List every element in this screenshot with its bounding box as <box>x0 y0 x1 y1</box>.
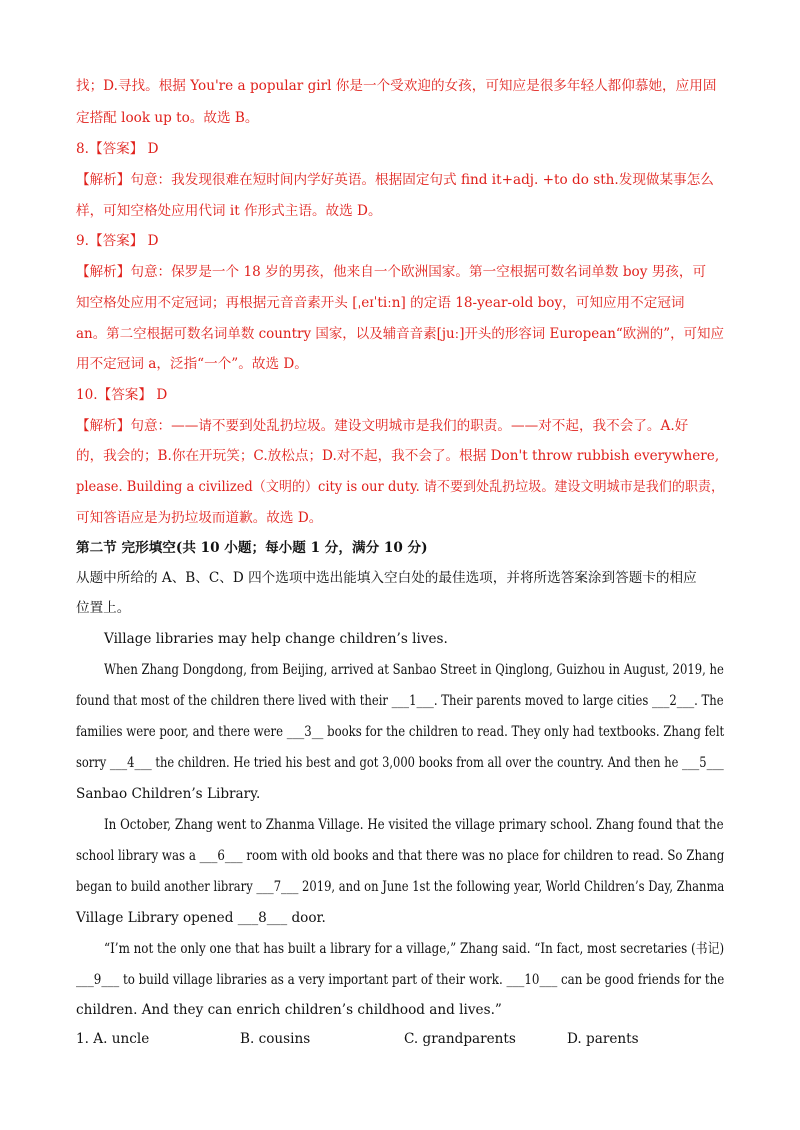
passage-line: families were poor, and there were ___3__ books for the children to read. They only had textbooks. Zhang felt <box>76 724 725 740</box>
text-line: 找；D.寻找。根据 You're a popular girl 你是一个受欢迎的女孩，可知应是很多年轻人都仰慕她，应用固 <box>76 78 717 94</box>
instruction-line: 从题中所给的 A、B、C、D 四个选项中选出能填入空白处的最佳选项，并将所选答案涂到答题卡的相应 <box>76 570 697 586</box>
section-heading: 第二节 完形填空(共 10 小题；每小题 1 分，满分 10 分) <box>76 540 428 556</box>
text-line: please. Building a civilized（文明的）city is our duty. 请不要到处乱扔垃圾。建设文明城市是我们的职责， <box>76 479 725 495</box>
passage-line: “I’m not the only one that has built a library for a village,” Zhang said. “In fact, most secretaries (书记) <box>104 941 725 957</box>
option-d: D. parents <box>567 1031 639 1047</box>
text-line: 知空格处应用不定冠词；再根据元音音素开头 [ˌeɪˈtiːn] 的定语 18-year-old boy，可知应用不定冠词 <box>76 295 685 311</box>
answer-line: 8.【答案】 D <box>76 141 159 157</box>
text-line: 用不定冠词 a，泛指“一个”。故选 D。 <box>76 356 308 372</box>
answer-line: 10.【答案】 D <box>76 387 168 403</box>
text-line: 可知答语应是为扔垃圾而道歉。故选 D。 <box>76 510 323 526</box>
option-b: B. cousins <box>240 1031 311 1047</box>
analysis-line: 【解析】句意：——请不要到处乱扔垃圾。建设文明城市是我们的职责。——对不起，我不会了。A.好 <box>76 418 689 434</box>
option-a: 1. A. uncle <box>76 1031 150 1047</box>
instruction-line: 位置上。 <box>76 600 131 616</box>
text-line: 定搭配 look up to。故选 B。 <box>76 110 259 126</box>
passage-line: ___9___ to build village libraries as a very important part of their work. ___10___ can be good friends for the <box>76 972 725 988</box>
passage-line: sorry ___4___ the children. He tried his best and got 3,000 books from all over the country. And then he ___5___ <box>76 755 724 771</box>
passage-line: found that most of the children there lived with their ___1___. Their parents moved to large cities ___2___. The <box>76 693 724 709</box>
text-line: an。第二空根据可数名词单数 country 国家，以及辅音音素[juː]开头的形容词 European“欧洲的”，可知应 <box>76 326 724 342</box>
passage-line: school library was a ___6___ room with old books and that there was no place for children to read. So Zhang <box>76 848 725 864</box>
analysis-line: 【解析】句意：我发现很难在短时间内学好英语。根据固定句式 find it+adj. +to do sth.发现做某事怎么 <box>76 172 714 188</box>
question-1-options <box>76 1029 726 1049</box>
passage-line: Village Library opened ___8___ door. <box>76 910 326 926</box>
passage-line: When Zhang Dongdong, from Beijing, arrived at Sanbao Street in Qinglong, Guizhou in August, 2019, he <box>104 662 724 678</box>
passage-line: In October, Zhang went to Zhanma Village. He visited the village primary school. Zhang found that the <box>104 817 724 833</box>
passage-line: Sanbao Children’s Library. <box>76 786 261 802</box>
option-c: C. grandparents <box>404 1031 516 1047</box>
text-line: 的，我会的；B.你在开玩笑；C.放松点；D.对不起，我不会了。根据 Don't throw rubbish everywhere, <box>76 448 720 464</box>
analysis-line: 【解析】句意：保罗是一个 18 岁的男孩，他来自一个欧洲国家。第一空根据可数名词单数 boy 男孩，可 <box>76 264 707 280</box>
passage-title: Village libraries may help change children’s lives. <box>104 631 448 647</box>
answer-line: 9.【答案】 D <box>76 233 159 249</box>
passage-line: children. And they can enrich children’s childhood and lives.” <box>76 1002 502 1018</box>
passage-line: began to build another library ___7___ 2019, and on June 1st the following year, World Children’s Day, Zhanma <box>76 879 725 895</box>
text-line: 样，可知空格处应用代词 it 作形式主语。故选 D。 <box>76 203 382 219</box>
